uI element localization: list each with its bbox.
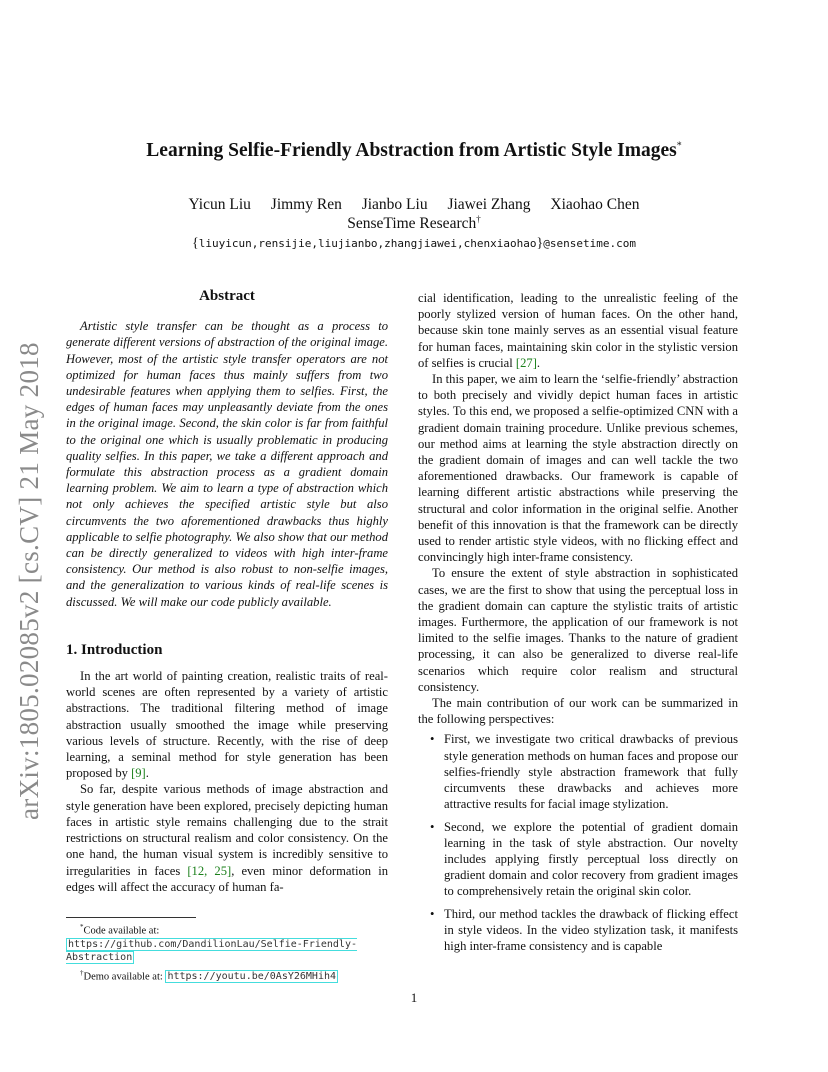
footnote-mark: * <box>80 923 84 931</box>
intro-p2-left-end: , even minor deformation in edges will affect the accuracy of human fa- <box>66 863 388 894</box>
footnote-mark: † <box>80 968 84 977</box>
footnote-label: Demo available at: <box>83 971 166 982</box>
author-name: Yicun Liu <box>188 196 251 213</box>
page-number: 1 <box>410 990 418 1005</box>
affiliation-text: SenseTime Research <box>347 215 477 233</box>
affiliation <box>0 214 828 233</box>
section-heading-introduction: 1. Introduction <box>66 641 163 658</box>
list-item: • Second, we explore the potential of gradient domain learning in the task of style abstraction. Our novelty includes applying firstly perceptual loss directly on gradient domain and color recovery from gradient images to comprehensively retain the original skin color. <box>444 819 738 900</box>
contribution-list <box>418 731 738 954</box>
author-list <box>0 196 828 214</box>
arxiv-identifier: arXiv:1805.02085v2 [cs.CV] 21 May 2018 <box>14 342 44 820</box>
email-domain: @sensetime.com <box>543 237 636 250</box>
intro-paragraph-2 <box>66 781 388 894</box>
paper-title <box>0 140 828 162</box>
intro-p2-text: So far, despite various methods of image abstraction and style generation have been explored, precisely depicting human faces in artistic style remains challenging due to the strait restrictions on structural realism and color consistency. On the one hand, the human visual system is incredibly sensitive to irregularities in faces <box>66 782 388 878</box>
intro-paragraph-4: To ensure the extent of style abstraction in sophisticated cases, we are the first to show that using the perceptual loss in the gradient domain can capture the stylistic traits of artistic images. Furthermore, the application of our framework is not limited to the selfie images. Thanks to the nature of gradient processing, it can also be generalized to diverse real-life scenarios which require color realism and structural consistency. <box>418 566 738 694</box>
intro-p2-end: . <box>536 355 541 370</box>
footnotes <box>66 921 396 983</box>
intro-p2-continued-text: cial identification, leading to the unrealistic feeling of the poorly stylized version of human faces. On the other hand, because skin tone mainly serves as an essential visual feature for human faces, maintaining skin color in the stylistic version of selfies is crucial <box>418 291 738 370</box>
list-item: • First, we investigate two critical drawbacks of previous style generation methods on human faces and propose our selfies-friendly style abstraction framework that fully circumvents these drawbacks and achieves more attractive results for facial image stylization. <box>444 731 738 812</box>
citation-link[interactable]: [9] <box>131 766 146 781</box>
intro-paragraph-1 <box>66 668 388 781</box>
email-brace-close: } <box>536 236 544 251</box>
author-name: Jimmy Ren <box>270 196 342 213</box>
footnote-divider <box>66 917 196 918</box>
title-footnote-mark[interactable]: * <box>676 140 682 152</box>
author-name: Jiawei Zhang <box>447 196 531 213</box>
list-item: • Third, our method tackles the drawback of flicking effect in style videos. In the video stylization task, it manifests high inter-frame consistency and is capable <box>444 906 738 955</box>
email-usernames: liuyicun,rensijie,liujianbo,zhangjiawei,chenxiaohao <box>198 237 537 250</box>
citation-link[interactable]: [27] <box>515 355 537 370</box>
intro-p1-end: . <box>145 766 149 781</box>
author-name: Xiaohao Chen <box>550 196 640 213</box>
left-column <box>66 288 388 895</box>
paper-title-text: Learning Selfie-Friendly Abstraction from Artistic Style Images <box>146 140 677 161</box>
intro-paragraph-2-continued <box>418 290 738 371</box>
author-emails <box>0 236 828 252</box>
abstract-heading: Abstract <box>199 288 255 304</box>
affiliation-footnote-mark[interactable]: † <box>476 214 481 224</box>
intro-paragraph-3: In this paper, we aim to learn the ‘selfie-friendly’ abstraction to both precisely and vividly depict human faces in artistic styles. To this end, we proposed a selfie-optimized CNN with a gradient domain training procedure. Unlike previous schemes, our method aims at learning the style abstraction directly on the gradient domain of images and can well tackle the two aforementioned drawbacks. Our framework is capable of learning different artistic abstractions while preserving the structural and color information in the original selfie. Another benefit of this innovation is that the framework can be directly used to render artistic style videos, with no flicking effect and convincingly high inter-frame consistency. <box>418 372 738 565</box>
demo-link[interactable]: https://youtu.be/0AsY26MHih4 <box>167 971 337 982</box>
footnote-demo <box>66 967 396 984</box>
footnote-code <box>66 921 396 964</box>
citation-link[interactable]: [12, 25] <box>187 863 232 878</box>
code-link[interactable]: https://github.com/DandilionLau/Selfie-Friendly-Abstraction <box>66 938 357 963</box>
intro-p1-text: In the art world of painting creation, realistic traits of real-world scenes are often represented by a variety of artistic abstractions. The traditional filtering method of image abstraction usually smoothed the image while preserving various levels of structure. Recently, with the rise of deep learning, a seminal method for style generation has been proposed by <box>66 669 388 781</box>
intro-paragraph-5: The main contribution of our work can be summarized in the following perspectives: <box>418 696 738 727</box>
email-brace-open: { <box>192 236 199 251</box>
author-name: Jianbo Liu <box>361 196 428 213</box>
abstract-text: Artistic style transfer can be thought as a process to generate different versions of abstraction of the original image. However, most of the artistic style transfer operators are not optimized for human faces thus mainly suffers from two undesirable features when applying them to selfies. First, the edges of human faces may unpleasantly deviate from the ones in the original image. Second, the skin color is far from faithful to the original one which is usually problematic in producing quality selfies. In this paper, we take a different approach and formulate this abstraction process as a gradient domain learning problem. We aim to learn a type of abstraction which not only achieves the specified artistic style but also circumvents the two aforementioned drawbacks thus highly applicable to selfie photography. We also show that our method can be directly generalized to videos with high inter-frame consistency. Our method is also robust to non-selfie images, and the generalization to various kinds of real-life scenes is discussed. We will make our code publicly available. <box>66 319 388 609</box>
right-column <box>418 290 738 960</box>
footnote-label: Code available at: <box>83 925 160 937</box>
